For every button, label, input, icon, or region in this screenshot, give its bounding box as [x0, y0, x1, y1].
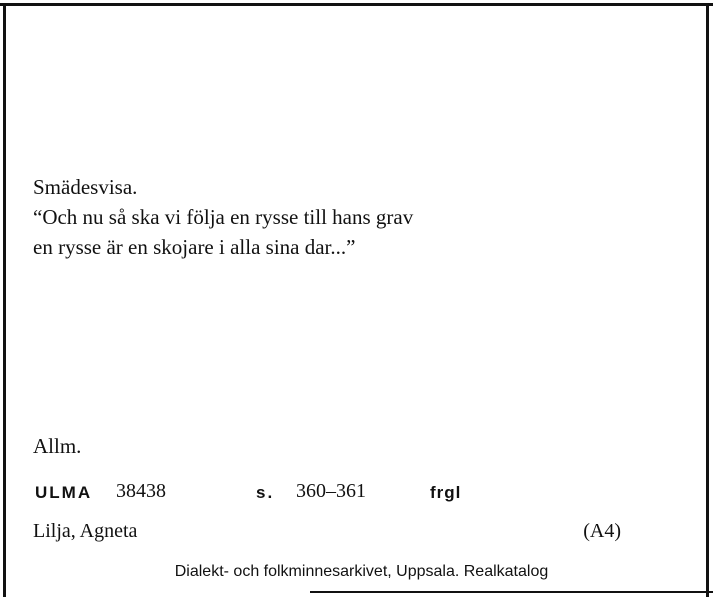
verse-line: en rysse är en skojare i alla sina dar...”	[33, 235, 356, 259]
card-title: Smädesvisa.	[33, 175, 138, 199]
collector-row	[0, 520, 713, 548]
format-label: (A4)	[583, 520, 621, 542]
pages-label: s.	[256, 483, 275, 502]
collector-name: Lilja, Agneta	[33, 520, 138, 542]
card-body-text	[33, 172, 673, 262]
ulma-label: ULMA	[35, 483, 93, 502]
card-border-bottom	[310, 591, 713, 593]
ulma-number: 38438	[116, 480, 166, 502]
category-label: Allm.	[33, 434, 82, 458]
verse-line: “Och nu så ska vi följa en rysse till hans grav	[33, 205, 414, 229]
pages-value: 360–361	[296, 480, 366, 502]
card-border-top	[0, 3, 713, 6]
type-code: frgl	[430, 483, 462, 502]
reference-row	[0, 480, 713, 508]
archive-footer: Dialekt- och folkminnesarkivet, Uppsala. Realkatalog	[174, 563, 549, 580]
